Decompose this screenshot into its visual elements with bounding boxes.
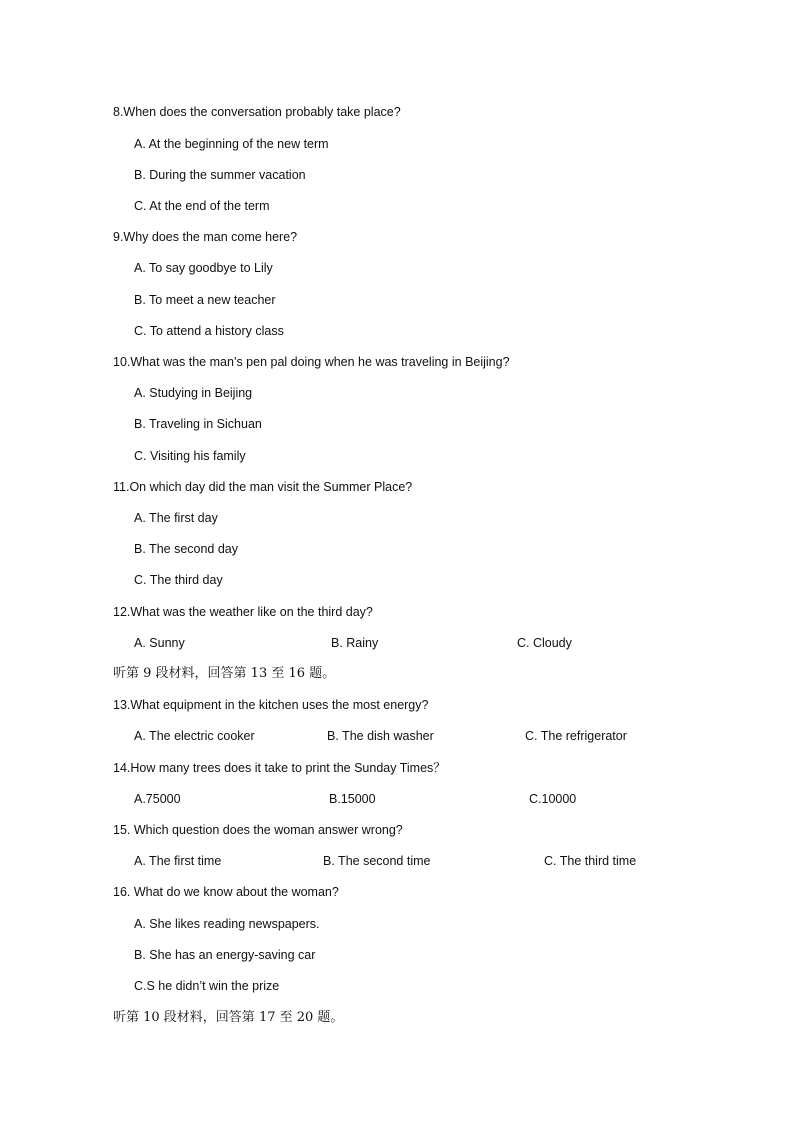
q12-option-b: B. Rainy	[331, 636, 379, 650]
q10-option-b: B. Traveling in Sichuan	[134, 417, 262, 431]
question-15: 15. Which question does the woman answer wrong?	[113, 823, 403, 837]
q15-option-c: C. The third time	[544, 854, 637, 868]
q8-option-c: C. At the end of the term	[134, 199, 270, 213]
q10-option-a: A. Studying in Beijing	[134, 386, 253, 400]
q12-option-a: A. Sunny	[134, 636, 185, 650]
q11-option-c: C. The third day	[134, 573, 223, 587]
q9-option-b: B. To meet a new teacher	[134, 293, 276, 307]
q16-option-a: A. She likes reading newspapers.	[134, 917, 320, 931]
q16-option-c: C.S he didn’t win the prize	[134, 979, 280, 993]
section-instruction: 听第 9 段材料，回答第 13 至 16 题。	[113, 666, 336, 681]
section-instruction: 听第 10 段材料，回答第 17 至 20 题。	[113, 1010, 344, 1025]
question-16: 16. What do we know about the woman?	[113, 885, 339, 899]
q11-option-a: A. The first day	[134, 511, 218, 525]
q14-option-c: C.10000	[529, 792, 577, 806]
q10-option-c: C. Visiting his family	[134, 449, 246, 463]
question-9: 9.Why does the man come here?	[113, 230, 298, 244]
q12-option-c: C. Cloudy	[517, 636, 572, 650]
q14-option-b: B.15000	[329, 792, 376, 806]
q15-option-b: B. The second time	[323, 854, 431, 868]
q13-option-c: C. The refrigerator	[525, 729, 627, 743]
question-12: 12.What was the weather like on the third day?	[113, 605, 373, 619]
q13-option-a: A. The electric cooker	[134, 729, 255, 743]
question-13: 13.What equipment in the kitchen uses the most energy?	[113, 698, 429, 712]
q8-option-a: A. At the beginning of the new term	[134, 137, 329, 151]
q9-option-c: C. To attend a history class	[134, 324, 284, 338]
question-10: 10.What was the man’s pen pal doing when he was traveling in Beijing?	[113, 355, 510, 369]
q13-option-b: B. The dish washer	[327, 729, 434, 743]
question-11: 11.On which day did the man visit the Summer Place?	[113, 480, 413, 494]
question-8: 8.When does the conversation probably take place?	[113, 105, 401, 119]
q11-option-b: B. The second day	[134, 542, 239, 556]
q8-option-b: B. During the summer vacation	[134, 168, 306, 182]
q14-option-a: A.75000	[134, 792, 181, 806]
q9-option-a: A. To say goodbye to Lily	[134, 261, 273, 275]
q15-option-a: A. The first time	[134, 854, 222, 868]
q16-option-b: B. She has an energy-saving car	[134, 948, 316, 962]
question-14: 14.How many trees does it take to print the Sunday Times？	[113, 761, 446, 775]
